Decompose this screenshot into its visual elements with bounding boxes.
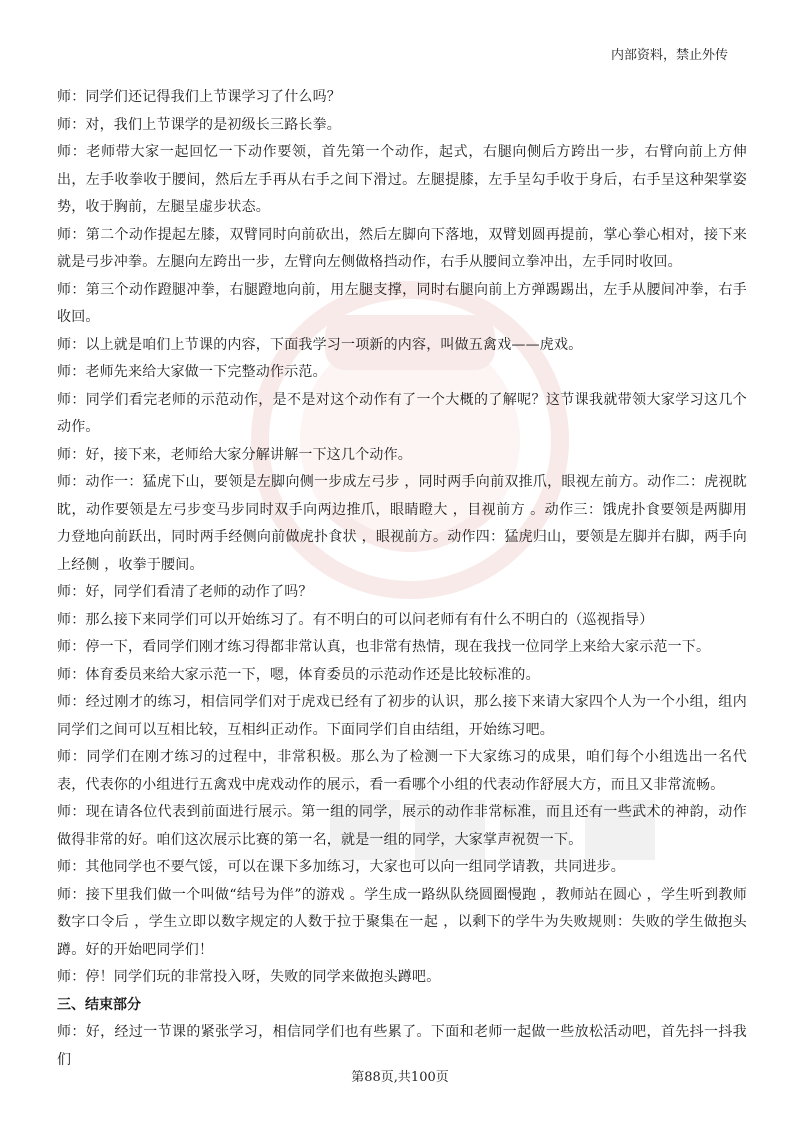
paragraph: 师：老师带大家一起回忆一下动作要领，首先第一个动作，起式，右腿向侧后方跨出一步，右臂向前上方伸出，左手收拳收于腰间，然后左手再从右手之间下滑过。左腿提膝，左手呈勾手收于身后，右手呈这种架掌姿势，收于胸前，左腿呈虚步状态。 xyxy=(57,144,747,215)
paragraph: 师：第二个动作提起左膝，双臂同时向前砍出，然后左脚向下落地，双臂划圆再提前，掌心拳心相对，接下来就是弓步冲拳。左腿向左跨出一步，左臂向左侧做格挡动作，右手从腰间立拳冲出，左手同时收回。 xyxy=(57,226,747,270)
paragraph: 师：同学们看完老师的示范动作，是不是对这个动作有了一个大概的了解呢？这节课我就带领大家学习这几个动作。 xyxy=(57,391,747,435)
paragraph: 师：经过刚才的练习，相信同学们对于虎戏已经有了初步的认识，那么接下来请大家四个人为一个小组，组内同学们之间可以互相比较，互相纠正动作。下面同学们自由结组，开始练习吧。 xyxy=(57,694,747,738)
paragraph: 师：其他同学也不要气馁，可以在课下多加练习，大家也可以向一组同学请教，共同进步。 xyxy=(57,859,625,875)
paragraph: 师：老师先来给大家做一下完整动作示范。 xyxy=(57,364,327,380)
paragraph: 师：第三个动作蹬腿冲拳，右腿蹬地向前，用左腿支撑，同时右腿向前上方弹踢踢出，左手从腰间冲拳，右手收回。 xyxy=(57,281,747,325)
paragraph: 师：体育委员来给大家示范一下，嗯，体育委员的示范动作还是比较标准的。 xyxy=(57,666,540,683)
page-number: 第88页,共100页 xyxy=(351,1070,449,1085)
section-title: 三、结束部分 xyxy=(57,996,141,1013)
paragraph: 师：好，经过一节课的紧张学习，相信同学们也有些累了。下面和老师一起做一些放松活动吧，首先抖一抖我们 xyxy=(57,1024,747,1068)
paragraph: 师：接下里我们做一个叫做“结号为伴”的游戏 。学生成一路纵队绕圆圈慢跑 ，教师站在圆心 ，学生听到教师数字口令后 ，学生立即以数字规定的人数于拉于聚集在一起 ，以剩下的学牛为失败规则：失败的学生做抱头蹲。好的开始吧同学们！ xyxy=(57,886,747,958)
paragraph: 师：同学们在刚才练习的过程中，非常积极。那么为了检测一下大家练习的成果，咱们每个小组选出一名代表，代表你的小组进行五禽戏中虎戏动作的展示，看一看哪个小组的代表动作舒展大方，而且又非常流畅。 xyxy=(57,749,747,793)
paragraph: 师：以上就是咱们上节课的内容，下面我学习一项新的内容，叫做五禽戏——虎戏。 xyxy=(57,336,583,353)
confidential-header: 内部资料，禁止外传 xyxy=(610,48,728,63)
paragraph: 师：好，同学们看清了老师的动作了吗？ xyxy=(57,584,313,600)
paragraph: 师：对，我们上节课学的是初级长三路长拳。 xyxy=(57,116,341,133)
paragraph: 师：停一下，看同学们刚才练习得都非常认真，也非常有热情，现在我找一位同学上来给大家示范一下。 xyxy=(57,639,711,655)
paragraph: 师：现在请各位代表到前面进行展示。第一组的同学，展示的动作非常标准，而且还有一些武术的神韵，动作做得非常的好。咱们这次展示比赛的第一名，就是一组的同学，大家掌声祝贺一下。 xyxy=(57,804,747,848)
document-body xyxy=(57,84,747,1074)
paragraph: 师：好，接下来，老师给大家分解讲解一下这几个动作。 xyxy=(57,446,412,463)
paragraph: 师：停！同学们玩的非常投入呀，失败的同学来做抱头蹲吧。 xyxy=(57,969,441,985)
paragraph: 师：同学们还记得我们上节课学习了什么吗？ xyxy=(57,89,341,105)
paragraph: 师：动作一：猛虎下山，要领是左脚向侧一步成左弓步 ，同时两手向前双推爪，眼视左前方。动作二：虎视眈眈，动作要领是左弓步变马步同时双手向两边推爪，眼睛瞪大 ，目视前方 。动作三：饿虎扑食要领是两脚用力登地向前跃出，同时两手经侧向前做虎扑食状 ，眼视前方。动作四：猛虎归山，要领是左脚并右脚，两手向上经侧 ，收拳于腰间。 xyxy=(57,474,747,573)
paragraph: 师：那么接下来同学们可以开始练习了。有不明白的可以问老师有有什么不明白的（巡视指导） xyxy=(57,611,654,628)
